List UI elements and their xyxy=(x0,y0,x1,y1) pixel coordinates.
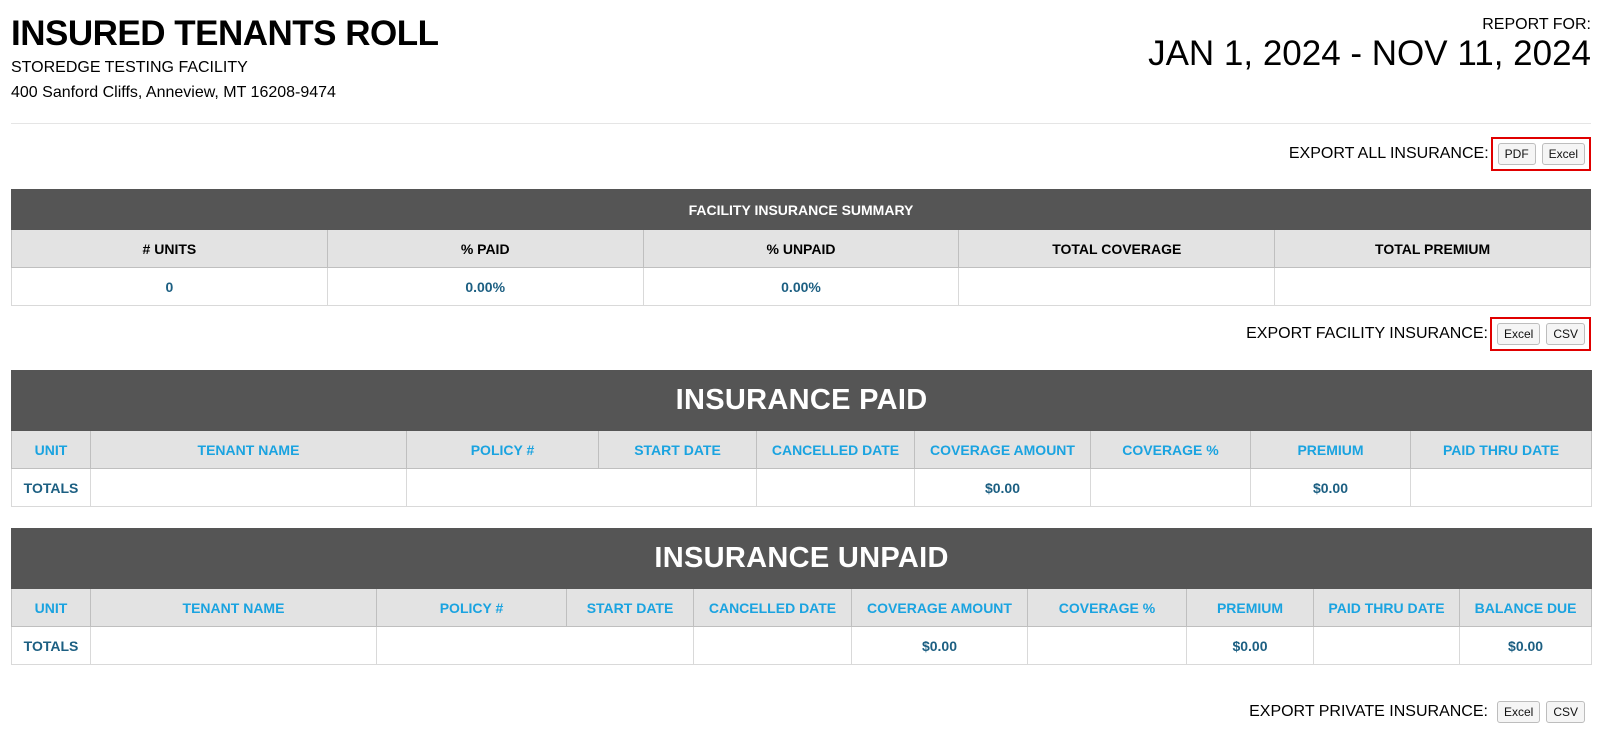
paid-totals-empty xyxy=(1411,469,1592,507)
unpaid-col-policy: POLICY # xyxy=(377,589,567,627)
report-page xyxy=(11,0,1591,737)
export-facility-csv-button[interactable]: CSV xyxy=(1546,323,1585,345)
export-facility-button-group xyxy=(1490,317,1591,351)
unpaid-col-cancelled-date: CANCELLED DATE xyxy=(694,589,852,627)
unpaid-totals-balance-due: $0.00 xyxy=(1460,627,1592,665)
summary-total-coverage-value xyxy=(959,268,1275,306)
unpaid-col-tenant-name: TENANT NAME xyxy=(91,589,377,627)
export-facility-excel-button[interactable]: Excel xyxy=(1497,323,1540,345)
summary-col-total-premium: TOTAL PREMIUM xyxy=(1275,230,1591,268)
report-date-range: JAN 1, 2024 - NOV 11, 2024 xyxy=(1148,34,1591,73)
export-facility-label: EXPORT FACILITY INSURANCE: xyxy=(1246,325,1488,342)
unpaid-col-start-date: START DATE xyxy=(567,589,694,627)
summary-units-value: 0 xyxy=(12,268,328,306)
facility-name: STOREDGE TESTING FACILITY xyxy=(11,59,248,76)
table-row xyxy=(12,469,1592,507)
page-title: INSURED TENANTS ROLL xyxy=(11,14,439,53)
table-row xyxy=(12,627,1592,665)
unpaid-totals-empty xyxy=(91,627,377,665)
summary-paid-value: 0.00% xyxy=(327,268,643,306)
paid-totals-coverage-amount: $0.00 xyxy=(915,469,1091,507)
paid-col-coverage-pct: COVERAGE % xyxy=(1091,431,1251,469)
export-private-button-group xyxy=(1490,695,1591,729)
facility-address: 400 Sanford Cliffs, Anneview, MT 16208-9474 xyxy=(11,84,336,101)
unpaid-totals-empty xyxy=(694,627,852,665)
unpaid-totals-premium: $0.00 xyxy=(1187,627,1314,665)
paid-col-paid-thru-date: PAID THRU DATE xyxy=(1411,431,1592,469)
summary-total-premium-value xyxy=(1275,268,1591,306)
summary-col-unpaid: % UNPAID xyxy=(643,230,959,268)
export-all-button-group xyxy=(1491,137,1591,171)
summary-col-units: # UNITS xyxy=(12,230,328,268)
export-all-insurance xyxy=(1289,137,1591,171)
summary-col-total-coverage: TOTAL COVERAGE xyxy=(959,230,1275,268)
insurance-unpaid-table xyxy=(11,528,1592,665)
paid-caption: INSURANCE PAID xyxy=(12,371,1592,431)
paid-col-cancelled-date: CANCELLED DATE xyxy=(757,431,915,469)
paid-totals-label: TOTALS xyxy=(12,469,91,507)
summary-col-paid: % PAID xyxy=(327,230,643,268)
paid-col-coverage-amount: COVERAGE AMOUNT xyxy=(915,431,1091,469)
unpaid-col-unit: UNIT xyxy=(12,589,91,627)
unpaid-col-premium: PREMIUM xyxy=(1187,589,1314,627)
summary-caption: FACILITY INSURANCE SUMMARY xyxy=(12,190,1591,230)
unpaid-caption: INSURANCE UNPAID xyxy=(12,529,1592,589)
paid-col-policy: POLICY # xyxy=(407,431,599,469)
paid-col-tenant-name: TENANT NAME xyxy=(91,431,407,469)
unpaid-col-coverage-pct: COVERAGE % xyxy=(1028,589,1187,627)
export-private-insurance xyxy=(1249,695,1591,729)
table-row xyxy=(12,268,1591,306)
unpaid-col-paid-thru-date: PAID THRU DATE xyxy=(1314,589,1460,627)
unpaid-col-balance-due: BALANCE DUE xyxy=(1460,589,1592,627)
paid-totals-premium: $0.00 xyxy=(1251,469,1411,507)
export-all-pdf-button[interactable]: PDF xyxy=(1498,143,1536,165)
unpaid-totals-empty xyxy=(1314,627,1460,665)
unpaid-totals-label: TOTALS xyxy=(12,627,91,665)
export-private-label: EXPORT PRIVATE INSURANCE: xyxy=(1249,703,1488,720)
paid-col-start-date: START DATE xyxy=(599,431,757,469)
export-private-csv-button[interactable]: CSV xyxy=(1546,701,1585,723)
facility-insurance-summary-table xyxy=(11,189,1591,306)
paid-col-unit: UNIT xyxy=(12,431,91,469)
export-all-label: EXPORT ALL INSURANCE: xyxy=(1288,145,1489,162)
paid-totals-empty xyxy=(407,469,757,507)
export-private-excel-button[interactable]: Excel xyxy=(1497,701,1540,723)
insurance-paid-table xyxy=(11,370,1592,507)
unpaid-totals-empty xyxy=(377,627,694,665)
summary-unpaid-value: 0.00% xyxy=(643,268,959,306)
paid-totals-empty xyxy=(91,469,407,507)
paid-totals-empty xyxy=(1091,469,1251,507)
unpaid-totals-empty xyxy=(1028,627,1187,665)
unpaid-col-coverage-amount: COVERAGE AMOUNT xyxy=(852,589,1028,627)
export-facility-insurance xyxy=(1246,317,1591,351)
paid-totals-empty xyxy=(757,469,915,507)
header-divider xyxy=(11,123,1591,124)
unpaid-totals-coverage-amount: $0.00 xyxy=(852,627,1028,665)
paid-col-premium: PREMIUM xyxy=(1251,431,1411,469)
report-for-label: REPORT FOR: xyxy=(1482,16,1591,33)
export-all-excel-button[interactable]: Excel xyxy=(1542,143,1585,165)
